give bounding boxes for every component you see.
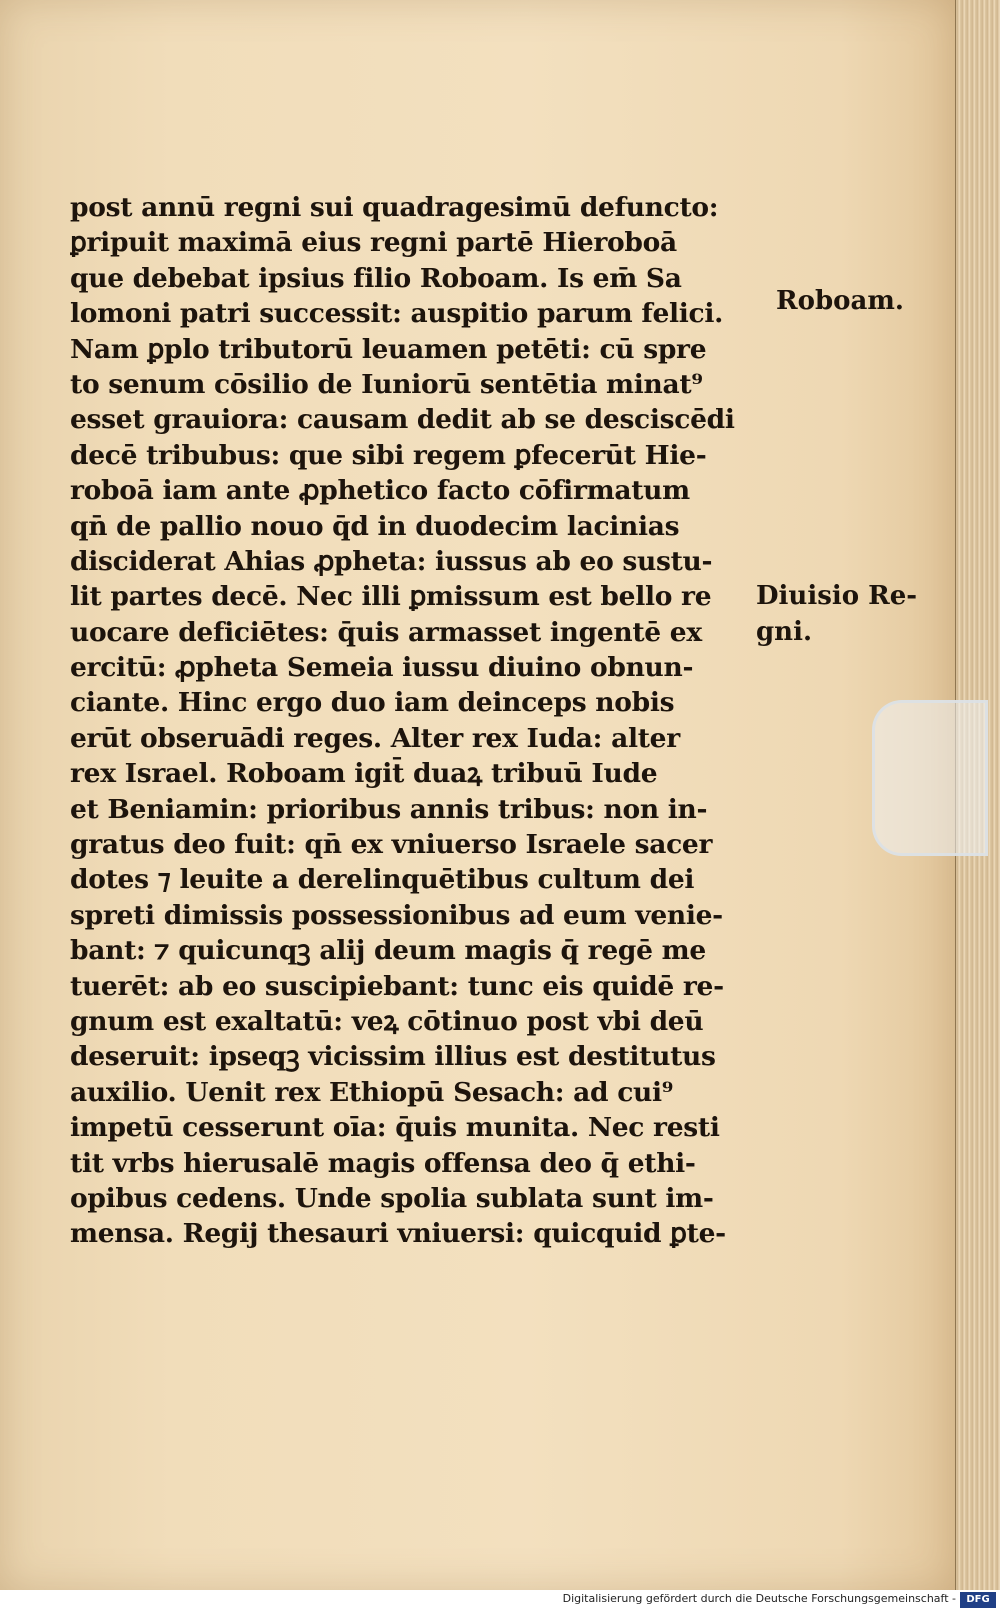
margin-note-diuisio-line2: gni. xyxy=(756,617,813,647)
text-line: rex Israel. Roboam igit̄ duaꝝ tribuū Iude xyxy=(70,758,658,790)
text-line: et Beniamin: prioribus annis tribus: non in- xyxy=(70,793,708,825)
dfg-logo: DFG xyxy=(960,1592,996,1608)
text-line: mensa. Regij thesauri vniuersi: quicquid ꝑte- xyxy=(70,1218,726,1250)
text-line: lit partes decē. Nec illi ꝑmissum est bello re xyxy=(70,581,712,613)
text-line: gratus deo fuit: qn̄ ex vniuerso Israele sacer xyxy=(70,829,713,861)
text-line: bant: ⁊ quicunqꝫ alij deum magis q̄ regē me xyxy=(70,935,706,967)
text-line: qn̄ de pallio nouo q̄d in duodecim lacinias xyxy=(70,510,680,542)
text-line: opibus cedens. Unde spolia sublata sunt im- xyxy=(70,1182,714,1214)
text-line: auxilio. Uenit rex Ethiopū Sesach: ad cui⁹ xyxy=(70,1076,674,1108)
text-line: post annū regni sui quadragesimū defuncto: xyxy=(70,192,719,223)
text-line: deseruit: ipseqꝫ vicissim illius est destitutus xyxy=(70,1041,716,1073)
text-line: disciderat Ahias ꝓpheta: iussus ab eo sustu- xyxy=(70,545,713,577)
text-line: lomoni patri successit: auspitio parum felici. xyxy=(70,298,724,330)
text-line: uocare deficiētes: q̄uis armasset ingentē ex xyxy=(70,616,702,648)
text-line: to senum cōsilio de Iuniorū sentētia minat⁹ xyxy=(70,368,703,400)
text-line: esset grauiora: causam dedit ab se desciscēdi xyxy=(70,404,735,436)
text-line: tit vrbs hierusalē magis offensa deo q̄ ethi- xyxy=(70,1147,696,1179)
book-clip xyxy=(872,700,988,856)
margin-note-roboam: Roboam. xyxy=(776,286,904,316)
margin-note-diuisio-line1: Diuisio Re- xyxy=(756,581,918,611)
text-line: que debebat ipsius filio Roboam. Is em̄ Sa xyxy=(70,262,682,294)
text-line: spreti dimissis possessionibus ad eum venie- xyxy=(70,899,723,931)
text-line: dotes ⁊ leuite a derelinquētibus cultum dei xyxy=(70,864,695,896)
margin-note-diuisio xyxy=(756,578,917,650)
text-line: ercitū: ꝓpheta Semeia iussu diuino obnun- xyxy=(70,652,694,684)
digitization-credit: Digitalisierung gefördert durch die Deutsche Forschungsgemeinschaft - xyxy=(562,1592,956,1605)
text-line: impetū cesserunt oīa: q̄uis munita. Nec resti xyxy=(70,1112,720,1144)
main-text-block xyxy=(70,190,760,1252)
text-line: tuerēt: ab eo suscipiebant: tunc eis quidē re- xyxy=(70,970,724,1002)
text-line: erūt obseruādi reges. Alter rex Iuda: alter xyxy=(70,722,680,754)
text-line: Nam ꝑplo tributorū leuamen petēti: cū spre xyxy=(70,333,707,365)
text-line: gnum est exaltatū: veꝝ cōtinuo post vbi deū xyxy=(70,1005,704,1037)
text-line: decē tribubus: que sibi regem ꝑfecerūt Hie- xyxy=(70,439,707,471)
text-line: roboā iam ante ꝓphetico facto cōfirmatum xyxy=(70,475,690,507)
text-line: ꝑripuit maximā eius regni partē Hieroboā xyxy=(70,227,677,259)
text-line: ciante. Hinc ergo duo iam deinceps nobis xyxy=(70,687,675,719)
